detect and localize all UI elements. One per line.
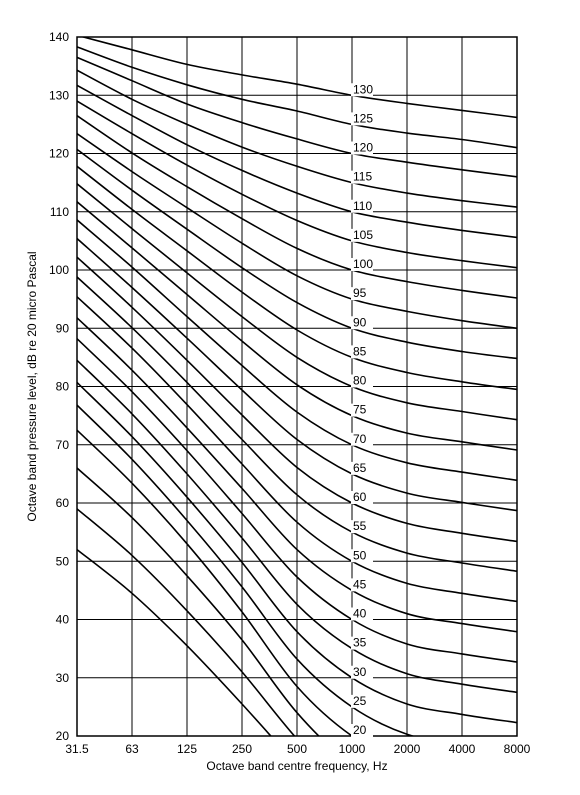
x-axis-title: Octave band centre frequency, Hz <box>206 759 388 773</box>
y-tick-label: 70 <box>55 437 69 452</box>
x-tick-label: 63 <box>125 742 139 756</box>
y-tick-label: 120 <box>48 146 69 161</box>
curve-label: 45 <box>353 577 367 592</box>
y-tick-label: 110 <box>49 204 69 219</box>
curve-label: 120 <box>353 140 374 155</box>
curve-label: 55 <box>353 519 367 534</box>
curve-label: 80 <box>353 373 367 388</box>
curve-label: 125 <box>353 111 374 126</box>
y-tick-label: 40 <box>55 612 69 627</box>
y-tick-label: 50 <box>55 554 69 569</box>
y-tick-label: 100 <box>48 263 69 277</box>
y-tick-label: 130 <box>48 88 69 103</box>
x-tick-label: 2000 <box>393 742 421 756</box>
curve-label: 20 <box>353 723 367 737</box>
y-tick-label: 90 <box>55 321 69 336</box>
curve-label: 50 <box>353 548 367 563</box>
y-tick-label: 60 <box>55 496 69 510</box>
x-tick-label: 250 <box>231 742 253 756</box>
y-axis-title: Octave band pressure level, dB re 20 micro Pascal <box>25 251 39 522</box>
curve-label: 35 <box>353 635 367 650</box>
curve-label: 70 <box>353 431 367 446</box>
x-tick-label: 500 <box>286 742 308 756</box>
x-tick-label: 125 <box>176 742 198 756</box>
y-tick-label: 30 <box>55 670 69 685</box>
curve-label: 40 <box>353 606 367 621</box>
x-tick-label: 8000 <box>503 742 531 756</box>
curve-label: 90 <box>353 315 367 330</box>
curve-labels <box>351 82 373 737</box>
curve-label: 75 <box>353 402 367 417</box>
curve-label: 60 <box>353 490 367 504</box>
curve-label: 100 <box>353 257 374 271</box>
curve-label: 105 <box>353 227 374 242</box>
y-tick-label: 20 <box>55 729 69 743</box>
x-tick-label: 4000 <box>448 742 476 756</box>
curve-label: 30 <box>353 664 367 679</box>
y-tick-label: 140 <box>48 30 69 44</box>
curve-label: 110 <box>353 198 373 213</box>
curve-label: 65 <box>353 460 367 475</box>
curve-label: 95 <box>353 286 367 301</box>
curve-label: 130 <box>353 82 374 97</box>
x-tick-label: 31.5 <box>65 742 89 756</box>
curve-label: 25 <box>353 693 367 708</box>
curve-label: 85 <box>353 344 367 359</box>
y-tick-label: 80 <box>55 379 69 394</box>
curve-label: 115 <box>353 169 373 184</box>
x-tick-label: 1000 <box>338 742 366 756</box>
